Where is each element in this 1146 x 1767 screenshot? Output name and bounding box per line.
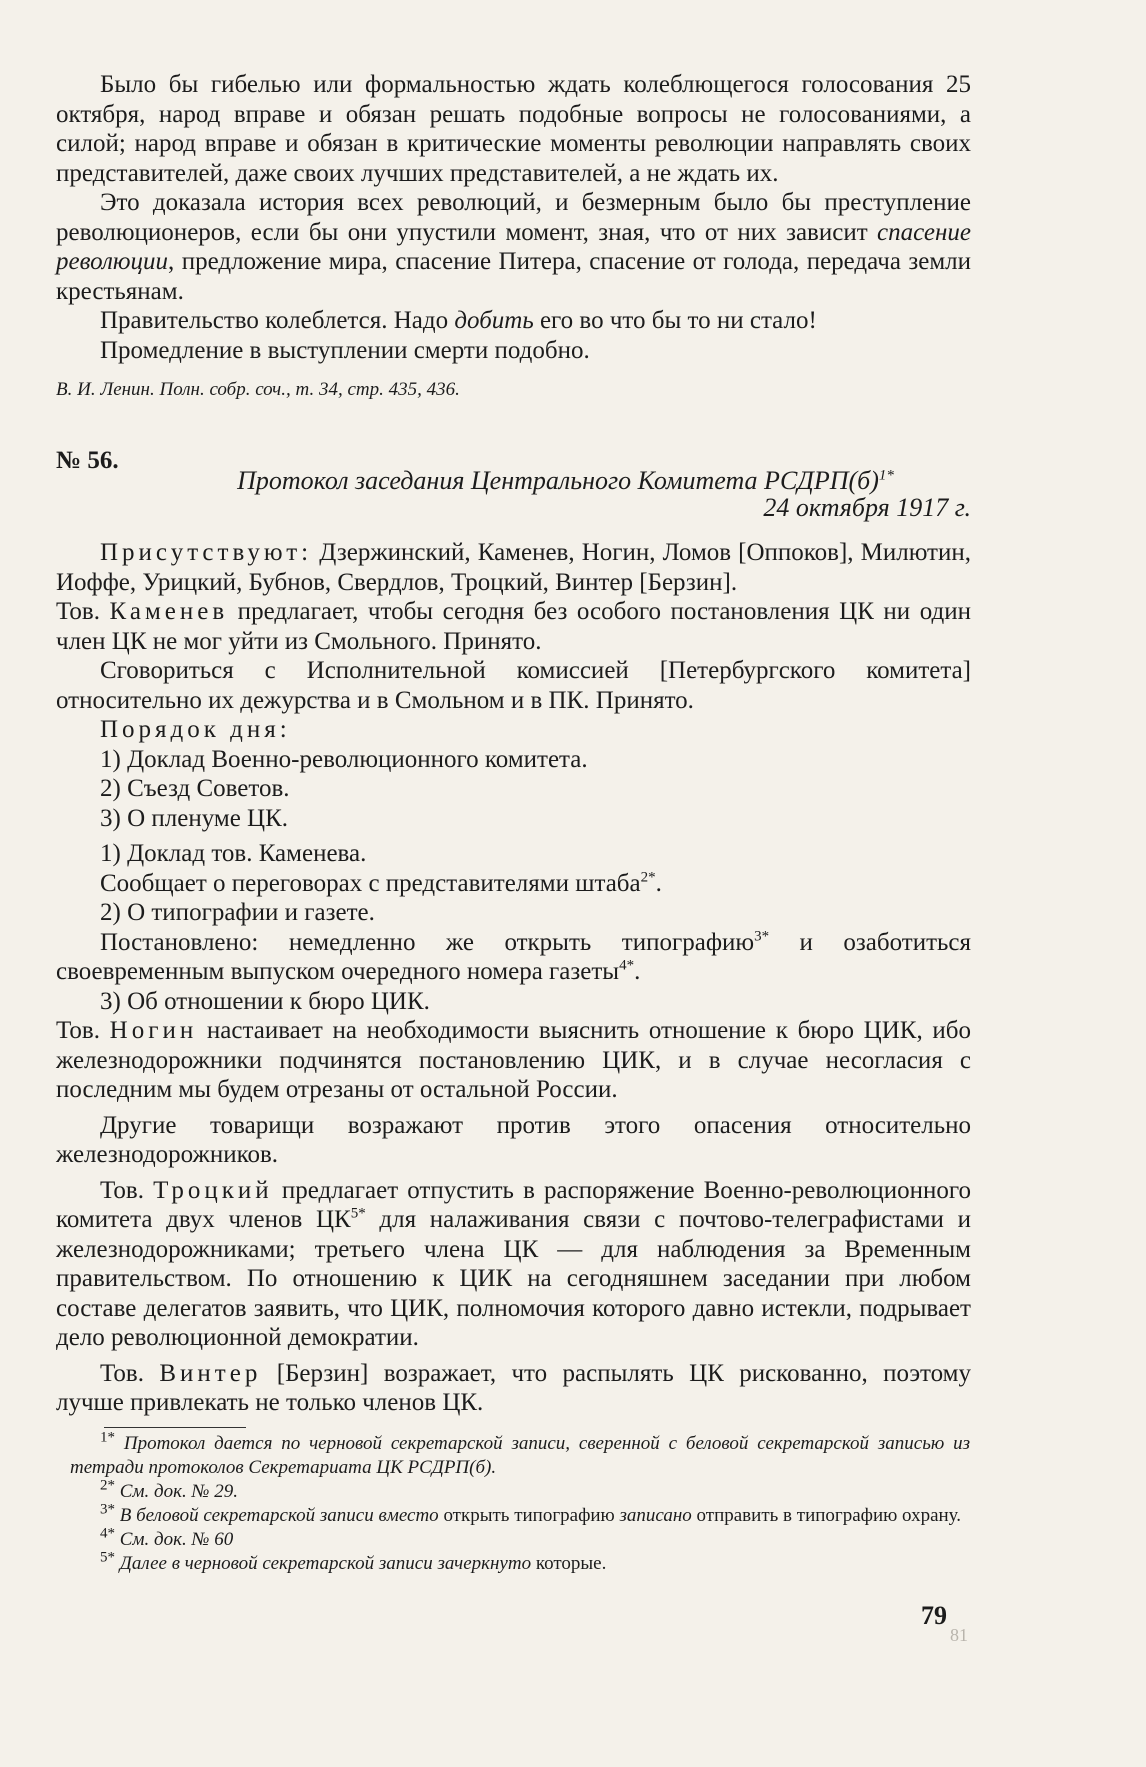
title-footnote-mark: 1*: [878, 467, 894, 484]
resolved-part-b: и озаботиться своевременным выпуском очередного номера газеты: [56, 928, 972, 985]
source-citation: В. И. Ленин. Полн. собр. соч., т. 34, стр. 435, 436.: [56, 379, 460, 400]
footnote-5-text-b: которые.: [531, 1553, 607, 1574]
footnote-3-text-c: записано: [619, 1505, 692, 1526]
footnote-1: [70, 1429, 971, 1480]
document-title: [160, 466, 971, 496]
intro-p2-part-b: , предложение мира, спасение Питера, спасение от голода, передача земли крестьянам.: [56, 248, 971, 305]
winter-name: Винтер: [159, 1359, 262, 1387]
nogin-name: Ногин: [109, 1017, 198, 1044]
resolved-footnote-mark-1: 3*: [754, 928, 770, 945]
footnote-3-text-b: открыть типографию: [438, 1505, 620, 1526]
item1-text-body: Сообщает о переговорах с представителями штаба: [100, 869, 641, 897]
document-date: 24 октября 1917 г.: [763, 493, 971, 522]
kamenev-prefix: Тов.: [56, 598, 110, 625]
trotsky-footnote-mark: 5*: [350, 1205, 366, 1222]
footnote-divider: [104, 1427, 246, 1428]
intro-paragraph-1: Было бы гибелью или формальностью ждать колеблющегося голосования 25 октября, народ вправе и обязан решать подобные вопросы не голосованиями, а силой; народ вправе и обязан в критические моменты революции направлять своих представителей, даже своих лучших представителей, а не ждать их.: [56, 71, 971, 187]
footnote-3: [70, 1501, 970, 1528]
footnote-4-mark: 4*: [100, 1525, 115, 1542]
bleed-through-number: 81: [950, 1625, 968, 1645]
footnote-2-mark: 2*: [100, 1477, 115, 1494]
protocol-body: [56, 532, 971, 1418]
footnote-1-text: Протокол дается по черновой секретарской записи, сверенной с беловой секретарской записью из тетради протоколов Секретариата ЦК РСДРП(б).: [70, 1433, 971, 1478]
footnote-5-text-a: Далее в черновой секретарской записи зачеркнуто: [119, 1553, 532, 1574]
kamenev-paragraph: [56, 597, 971, 656]
footnotes: [70, 1429, 971, 1576]
document-number: № 56.: [56, 447, 119, 474]
item1-text-end: .: [655, 869, 662, 897]
agenda-item-1: 1) Доклад Военно-революционного комитета.: [100, 745, 588, 773]
winter-prefix: Тов.: [100, 1359, 160, 1387]
footnote-2-text: См. док. № 29.: [119, 1481, 238, 1502]
intro-p3-emphasis: добить: [454, 307, 534, 334]
trotsky-part-b: для налаживания связи с почтово-телеграфистами и железнодорожниками; третьего члена ЦК — для наблюдения за Временным правительством. По отношению к ЦИК на сегодняшнем заседании при любом составе делегатов заявить, что ЦИК, полномочия которого давно истекли, подрывает дело революционной демократии.: [56, 1206, 971, 1351]
resolved-paragraph: [56, 928, 971, 987]
document-title-text: Протокол заседания Центрального Комитета РСДРП(б): [237, 466, 879, 495]
resolved-part-c: .: [634, 958, 641, 985]
agree-paragraph: Сговориться с Исполнительной комиссией [Петербургского комитета] относительно их дежурства и в Смольном и в ПК. Принято.: [56, 657, 971, 714]
agenda-item-3: 3) О пленуме ЦК.: [100, 804, 289, 832]
agenda-label: Порядок дня:: [100, 716, 291, 743]
footnote-4: [70, 1525, 970, 1552]
page-number: 79: [921, 1601, 947, 1630]
intro-p2-part-a: Это доказала история всех революций, и безмерным было бы преступление революционеров, если бы они упустили момент, зная, что от них зависит: [56, 189, 971, 246]
nogin-paragraph: [56, 1016, 971, 1105]
item2-heading: 2) О типографии и газете.: [100, 899, 375, 926]
nogin-prefix: Тов.: [56, 1017, 110, 1044]
trotsky-name: Троцкий: [153, 1176, 273, 1204]
intro-paragraph-2: [56, 188, 971, 306]
intro-text: [56, 70, 971, 405]
others-paragraph: Другие товарищи возражают против этого опасения относительно железнодорожников.: [56, 1111, 971, 1168]
agenda-item-2: 2) Съезд Советов.: [100, 775, 290, 802]
present-names: Дзержинский, Каменев, Ногин, Ломов [Оппоков], Милютин, Иоффе, Урицкий, Бубнов, Свердлов, Троцкий, Винтер [Берзин].: [56, 539, 971, 596]
intro-p2-emphasis: спасение революции: [56, 218, 971, 275]
kamenev-name: Каменев: [109, 598, 229, 625]
intro-paragraph-3: [56, 306, 971, 336]
footnote-3-mark: 3*: [100, 1501, 115, 1518]
item1-footnote-mark: 2*: [640, 869, 656, 886]
trotsky-prefix: Тов.: [100, 1176, 154, 1204]
footnote-4-text: См. док. № 60: [119, 1529, 234, 1550]
trotsky-part-a: предлагает отпустить в распоряжение Военно-революционного комитета двух членов ЦК: [56, 1176, 971, 1233]
footnote-5: [70, 1549, 970, 1576]
intro-p3-part-b: его во что бы то ни стало!: [533, 307, 817, 334]
nogin-text: настаивает на необходимости выяснить отношение к бюро ЦИК, ибо железнодорожники подчинятся постановлению ЦИК, и в случае несогласия с последним мы будем отрезаны от остальной России.: [56, 1017, 971, 1103]
intro-paragraph-4: Промедление в выступлении смерти подобно.: [100, 336, 590, 364]
item1-text: [56, 869, 971, 899]
winter-text: [Берзин] возражает, что распылять ЦК рискованно, поэтому лучше привлекать не только членов ЦК.: [56, 1359, 971, 1416]
winter-paragraph: [56, 1359, 971, 1418]
footnote-2: [70, 1477, 970, 1504]
item3-heading: 3) Об отношении к бюро ЦИК.: [100, 987, 430, 1015]
footnote-3-text-a: В беловой секретарской записи вместо: [119, 1505, 439, 1526]
resolved-part-a: Постановлено: немедленно же открыть типографию: [100, 928, 755, 956]
intro-p3-part-a: Правительство колеблется. Надо: [100, 307, 455, 334]
trotsky-paragraph: [56, 1176, 971, 1353]
footnote-5-mark: 5*: [100, 1549, 115, 1566]
item1-heading: 1) Доклад тов. Каменева.: [100, 840, 367, 867]
present-paragraph: [56, 538, 971, 597]
resolved-footnote-mark-2: 4*: [619, 957, 635, 974]
kamenev-text: предлагает, чтобы сегодня без особого постановления ЦК ни один член ЦК не мог уйти из Смольного. Принято.: [56, 598, 971, 655]
footnote-1-mark: 1*: [100, 1429, 115, 1446]
footnote-3-text-d: отправить в типографию охрану.: [691, 1505, 962, 1526]
present-label: Присутствуют:: [100, 539, 313, 566]
